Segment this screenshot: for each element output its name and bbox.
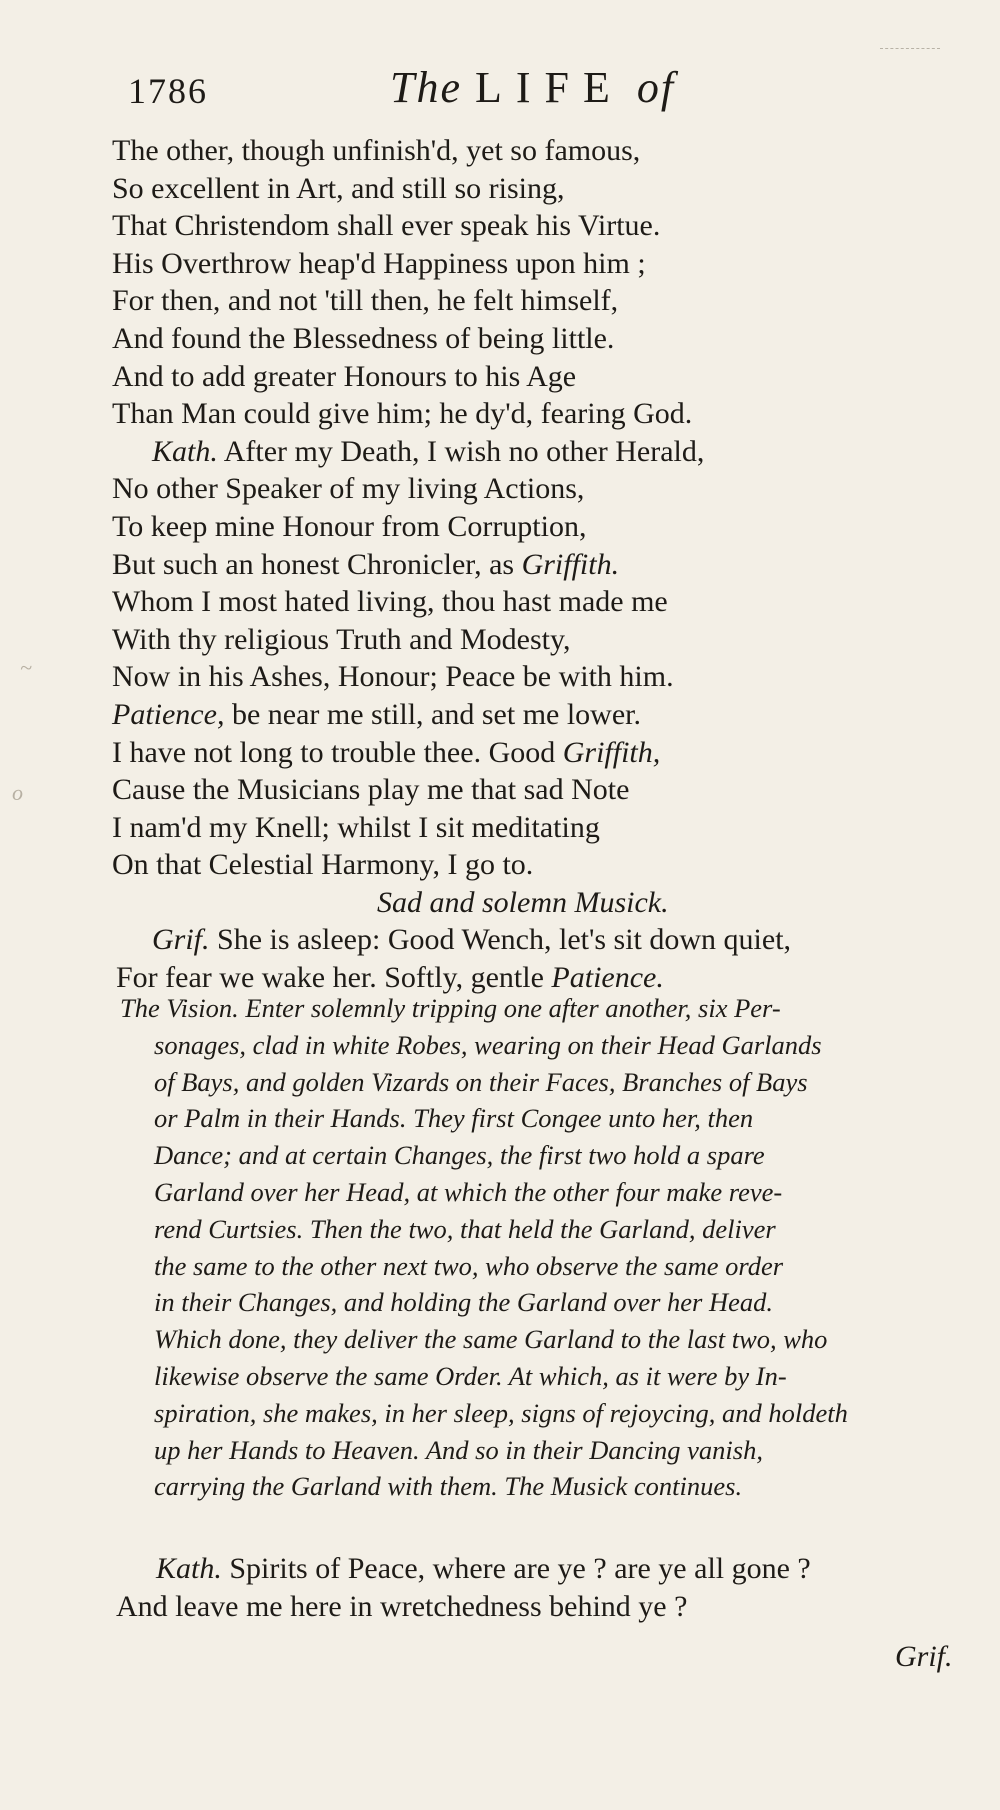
vision-stage-direction <box>120 990 970 1505</box>
verse-line: On that Celestial Harmony, I go to. <box>112 848 534 882</box>
vision-line: up her Hands to Heaven. And so in their Dancing vanish, <box>154 1434 763 1465</box>
verse-line: Than Man could give him; he dy'd, fearing God. <box>112 397 693 431</box>
verse-line: To keep mine Honour from Corruption, <box>112 509 587 543</box>
verse-line: Now in his Ashes, Honour; Peace be with him. <box>112 660 674 694</box>
speech-text: be near me still, and set me lower. <box>224 697 641 731</box>
running-title <box>390 62 675 113</box>
grif-speech-first-line <box>112 921 952 959</box>
verse-line: And found the Blessedness of being little. <box>112 321 615 355</box>
page-edge-mark <box>880 48 940 49</box>
verse-line: No other Speaker of my living Actions, <box>112 472 585 506</box>
vision-line: sonages, clad in white Robes, wearing on their Head Garlands <box>154 1029 822 1060</box>
vision-line: or Palm in their Hands. They first Congee unto her, then <box>154 1103 754 1134</box>
vision-line: in their Changes, and holding the Garland over her Head. <box>154 1287 774 1318</box>
vision-line: carrying the Garland with them. The Musick continues. <box>154 1471 743 1502</box>
speech-text: She is asleep: Good Wench, let's sit down quiet, <box>209 923 792 957</box>
verse-line <box>112 696 952 734</box>
verse-line: Whom I most hated living, thou hast made me <box>112 585 668 619</box>
verse-line: And leave me here in wretchedness behind ye ? <box>116 1589 688 1623</box>
vision-line: Garland over her Head, at which the other four make reve- <box>154 1176 783 1207</box>
marginal-scribble: o <box>12 780 23 805</box>
verse-line: So excellent in Art, and still so rising, <box>112 171 565 205</box>
vision-line: rend Curtsies. Then the two, that held the Garland, deliver <box>154 1213 776 1244</box>
speech-text: After my Death, I wish no other Herald, <box>217 434 705 468</box>
title-caps: LIFE <box>475 63 624 112</box>
vision-line: of Bays, and golden Vizards on their Faces, Branches of Bays <box>154 1066 808 1097</box>
page-number: 1786 <box>128 71 208 111</box>
catchword: Grif. <box>895 1640 953 1673</box>
vision-line: Which done, they deliver the same Garland to the last two, who <box>154 1324 828 1355</box>
verse-line: With thy religious Truth and Modesty, <box>112 622 571 656</box>
vision-line: likewise observe the same Order. At which, as it were by In- <box>154 1360 787 1391</box>
verse-line: And to add greater Honours to his Age <box>112 359 577 393</box>
speaker-kath: Kath. <box>152 434 218 468</box>
speaker-kath: Kath. <box>156 1552 222 1585</box>
speech-text: Spirits of Peace, where are ye ? are ye all gone ? <box>221 1552 811 1585</box>
vision-line: the same to the other next two, who observe the same order <box>154 1250 784 1281</box>
character-name: Griffith. <box>521 547 620 581</box>
character-name: Patience. <box>551 961 664 995</box>
kath-closing-first-line <box>116 1550 966 1588</box>
speech-text: I have not long to trouble thee. Good <box>112 735 563 769</box>
marginal-scribble: ~ <box>20 655 32 680</box>
title-prefix: The <box>390 63 462 112</box>
character-name: Griffith, <box>562 735 661 769</box>
running-header <box>0 62 1000 112</box>
verse-line <box>112 734 952 772</box>
speech-text: For fear we wake her. Softly, gentle <box>116 961 552 995</box>
title-suffix: of <box>636 63 676 112</box>
verse-line: The other, though unfinish'd, yet so famous, <box>112 134 641 167</box>
character-name: Patience, <box>112 697 225 731</box>
speaker-grif: Grif. <box>152 923 210 957</box>
kath-speech-first-line <box>112 433 952 471</box>
verse-line <box>112 546 952 584</box>
verse-line: For then, and not 'till then, he felt himself, <box>112 284 619 318</box>
vision-line: Dance; and at certain Changes, the first two hold a spare <box>154 1140 765 1171</box>
closing-speech <box>116 1550 966 1625</box>
verse-block <box>112 132 952 997</box>
stage-direction: Sad and solemn Musick. <box>377 885 669 919</box>
verse-line: His Overthrow heap'd Happiness upon him ; <box>112 246 646 280</box>
vision-line: The Vision. Enter solemnly tripping one after another, six Per- <box>120 993 781 1023</box>
verse-line: Cause the Musicians play me that sad Note <box>112 773 630 807</box>
verse-line: That Christendom shall ever speak his Virtue. <box>112 209 661 243</box>
vision-line: spiration, she makes, in her sleep, signs of rejoycing, and holdeth <box>154 1397 848 1428</box>
verse-line: I nam'd my Knell; whilst I sit meditating <box>112 810 600 844</box>
speech-text: But such an honest Chronicler, as <box>112 547 522 581</box>
